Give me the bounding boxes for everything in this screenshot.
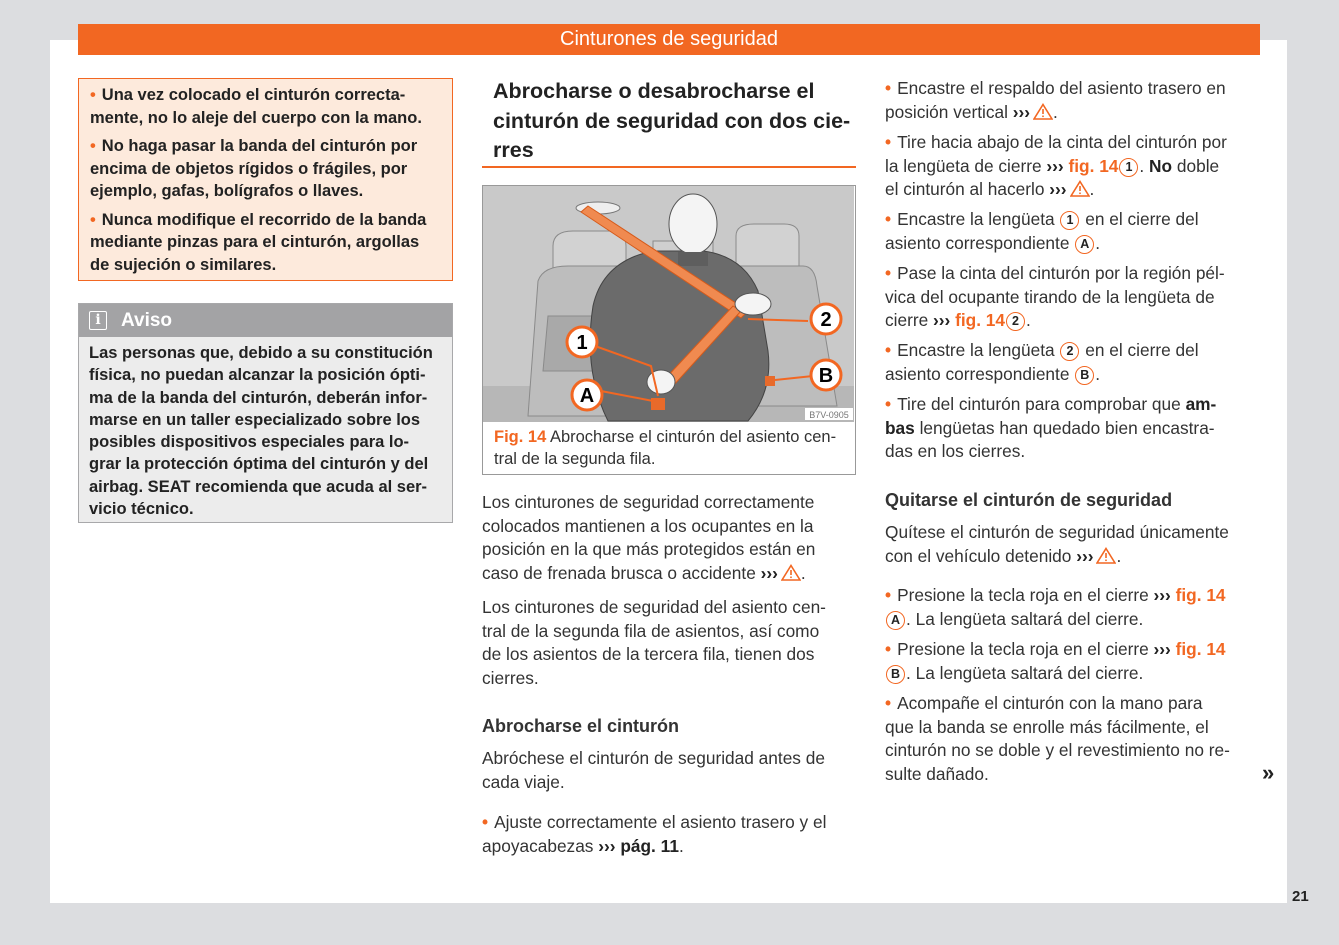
text-line bbox=[885, 584, 1226, 608]
bullet-item bbox=[885, 131, 1227, 202]
text: . bbox=[1139, 155, 1150, 176]
svg-text:1: 1 bbox=[576, 332, 588, 354]
text: rres bbox=[493, 138, 534, 162]
text-line bbox=[482, 771, 825, 795]
text: doble bbox=[1172, 155, 1220, 176]
text-line bbox=[885, 608, 1226, 632]
text-line bbox=[89, 498, 433, 520]
text-line bbox=[482, 562, 815, 586]
text-line bbox=[885, 393, 1216, 417]
paragraph bbox=[482, 747, 825, 794]
callout-1 bbox=[567, 327, 597, 357]
subheading-fasten: Abrocharse el cinturón bbox=[482, 716, 680, 736]
note-text bbox=[89, 342, 433, 520]
figure-14 bbox=[482, 185, 856, 475]
text-line bbox=[885, 309, 1225, 333]
text: Los cinturones de seguridad del asiento cen- bbox=[482, 597, 826, 617]
svg-text:A: A bbox=[579, 385, 595, 407]
bold-text: ››› bbox=[1046, 155, 1069, 176]
text: Presione la tecla roja en el cierre bbox=[897, 585, 1154, 605]
figure-link[interactable]: fig. 14 bbox=[1175, 639, 1226, 659]
warning-triangle-icon bbox=[1096, 547, 1116, 564]
text-line bbox=[885, 417, 1216, 441]
text: grar la protección óptima del cinturón y del bbox=[89, 455, 429, 474]
bullet-icon: • bbox=[90, 210, 96, 229]
subheading-unfasten: Quitarse el cinturón de seguridad bbox=[885, 490, 1173, 510]
text: das en los cierres. bbox=[885, 441, 1026, 461]
text-line bbox=[885, 763, 1230, 787]
text: cierre bbox=[885, 310, 934, 330]
text-line bbox=[885, 716, 1230, 740]
text-line bbox=[89, 431, 433, 453]
text: . La lengüeta saltará del cierre. bbox=[906, 662, 1144, 683]
bullet-item bbox=[482, 811, 826, 858]
figure-code: B7V-0905 bbox=[809, 410, 849, 420]
text-line bbox=[885, 662, 1226, 686]
title-rule bbox=[482, 166, 856, 168]
text-line bbox=[885, 131, 1227, 155]
text-line bbox=[493, 136, 850, 166]
text: Encastre el respaldo del asiento trasero en bbox=[897, 78, 1226, 98]
text-line bbox=[494, 426, 836, 448]
bullet-icon: • bbox=[482, 812, 489, 832]
info-icon: i bbox=[89, 311, 107, 330]
bullet-item bbox=[885, 77, 1226, 124]
bullet-icon: • bbox=[885, 132, 892, 152]
text: encima de objetos rígidos o frágiles, por bbox=[90, 159, 408, 178]
text-line bbox=[89, 476, 433, 498]
callout-b bbox=[811, 360, 841, 390]
text-line bbox=[494, 448, 836, 470]
text: Nunca modifique el recorrido de la banda bbox=[101, 210, 427, 229]
text: física, no puedan alcanzar la posición ópti- bbox=[89, 366, 426, 385]
text: Tire hacia abajo de la cinta del cinturón por bbox=[897, 132, 1227, 152]
text-line bbox=[885, 101, 1226, 125]
text: la lengüeta de cierre bbox=[885, 155, 1047, 176]
bullet-icon: • bbox=[885, 394, 892, 414]
text: marse en un taller especializado sobre los bbox=[89, 410, 421, 429]
bold-text: No bbox=[1149, 155, 1173, 176]
text: No haga pasar la banda del cinturón por bbox=[101, 137, 418, 155]
text-line bbox=[885, 262, 1225, 286]
text: . bbox=[678, 835, 684, 856]
text: de sujeción o similares. bbox=[90, 255, 277, 274]
text: asiento correspondiente bbox=[885, 363, 1075, 384]
svg-text:2: 2 bbox=[820, 309, 832, 331]
warning-triangle-icon bbox=[1070, 180, 1090, 197]
text-line bbox=[885, 545, 1229, 569]
text: Abróchese el cinturón de seguridad antes de bbox=[482, 748, 825, 768]
text-line bbox=[482, 835, 826, 859]
callout-marker: 2 bbox=[1006, 312, 1025, 331]
text: que la banda se enrolle más fácilmente, el bbox=[885, 716, 1209, 737]
callout-marker: A bbox=[1075, 235, 1094, 254]
callout-a bbox=[572, 380, 602, 410]
text: Encastre la lengüeta bbox=[897, 340, 1060, 360]
text-line bbox=[90, 107, 426, 130]
text: Presione la tecla roja en el cierre bbox=[897, 639, 1154, 659]
bold-text: ››› bbox=[1076, 545, 1094, 566]
callout-marker: 1 bbox=[1060, 211, 1079, 230]
text: Las personas que, debido a su constitución bbox=[89, 344, 433, 362]
text: vicio técnico. bbox=[89, 500, 194, 519]
text: cierres. bbox=[482, 667, 539, 688]
text: . bbox=[1116, 545, 1122, 566]
text: Tire del cinturón para comprobar que bbox=[897, 394, 1186, 414]
text: tral de la segunda fila. bbox=[494, 450, 656, 468]
text: con el vehículo detenido bbox=[885, 545, 1077, 566]
bullet-item bbox=[885, 262, 1225, 333]
page-number: 21 bbox=[1292, 888, 1309, 905]
text: posibles dispositivos especiales para lo- bbox=[89, 433, 410, 452]
text-line bbox=[482, 667, 826, 691]
bold-text: ››› bbox=[1012, 101, 1031, 122]
chapter-header: Cinturones de seguridad bbox=[78, 24, 1260, 55]
text-line bbox=[90, 180, 426, 203]
safety-warning-box bbox=[78, 78, 453, 281]
text: ejemplo, gafas, bolígrafos o llaves. bbox=[90, 182, 364, 200]
text-line bbox=[89, 364, 433, 386]
text: sulte dañado. bbox=[885, 763, 989, 784]
seatbelt-illustration bbox=[483, 186, 854, 422]
bold-text: ››› bbox=[1049, 179, 1067, 199]
text-line bbox=[89, 453, 433, 475]
text-line bbox=[482, 620, 826, 644]
text-line bbox=[89, 409, 433, 431]
figure-link[interactable]: fig. 14 bbox=[1068, 155, 1119, 176]
bullet-item bbox=[885, 584, 1226, 631]
text-line bbox=[885, 178, 1227, 202]
bold-text: bas bbox=[885, 417, 915, 438]
svg-text:B: B bbox=[818, 365, 834, 387]
bullet-icon: • bbox=[90, 137, 96, 155]
figure-link[interactable]: fig. 14 bbox=[1175, 585, 1226, 605]
bold-text: ››› bbox=[760, 562, 778, 583]
bullet-item bbox=[885, 339, 1199, 386]
text: mediante pinzas para el cinturón, argollas bbox=[90, 233, 420, 251]
note-title: Aviso bbox=[121, 310, 173, 331]
bullet-icon: • bbox=[885, 209, 892, 229]
text-line bbox=[493, 77, 850, 107]
text-line bbox=[482, 538, 815, 562]
text: . bbox=[1095, 363, 1101, 384]
figure-caption bbox=[494, 426, 836, 470]
text: colocados mantienen a los ocupantes en la bbox=[482, 515, 814, 536]
bullet-item bbox=[885, 692, 1230, 786]
callout-marker: 1 bbox=[1119, 158, 1138, 177]
bullet-item bbox=[885, 208, 1199, 255]
text-line bbox=[885, 339, 1199, 363]
paragraph bbox=[482, 491, 815, 585]
text: . bbox=[800, 562, 806, 583]
note-header bbox=[79, 304, 452, 337]
text: mente, no lo aleje del cuerpo con la mano. bbox=[90, 108, 422, 127]
text: lengüetas han quedado bien encastra- bbox=[914, 417, 1215, 438]
text: vica del ocupante tirando de la lengüeta de bbox=[885, 286, 1215, 307]
bullet-icon: • bbox=[90, 86, 96, 104]
text: . bbox=[1089, 179, 1095, 199]
text: . bbox=[1053, 101, 1058, 122]
text-line bbox=[90, 209, 426, 232]
text-line bbox=[482, 515, 815, 539]
text-line bbox=[482, 596, 826, 620]
note-box bbox=[78, 303, 453, 523]
text: . bbox=[1026, 310, 1031, 330]
text: . La lengüeta saltará del cierre. bbox=[906, 608, 1144, 629]
text: Acompañe el cinturón con la mano para bbox=[897, 693, 1203, 713]
text-line bbox=[885, 440, 1216, 464]
bullet-icon: • bbox=[885, 639, 892, 659]
text-line bbox=[885, 739, 1230, 763]
bullet-item bbox=[885, 638, 1226, 685]
warning-list bbox=[90, 84, 426, 276]
text-line bbox=[885, 286, 1225, 310]
text-line bbox=[885, 77, 1226, 101]
text: Ajuste correctamente el asiento trasero y el bbox=[494, 812, 827, 832]
section-title bbox=[493, 77, 850, 166]
text: cinturón no se doble y el revestimiento no re- bbox=[885, 740, 1230, 760]
text-line bbox=[885, 692, 1230, 716]
callout-marker: A bbox=[886, 611, 905, 630]
warning-triangle-icon bbox=[1033, 103, 1053, 120]
callout-2 bbox=[811, 304, 841, 334]
text: Los cinturones de seguridad correctamente bbox=[482, 492, 815, 512]
text: caso de frenada brusca o accidente bbox=[482, 562, 761, 583]
text-line bbox=[493, 107, 850, 137]
callout-marker: B bbox=[1075, 366, 1094, 385]
text-line bbox=[90, 84, 426, 107]
text-line bbox=[89, 387, 433, 409]
text-line bbox=[482, 747, 825, 771]
text: cada viaje. bbox=[482, 771, 565, 792]
text-line bbox=[90, 135, 426, 158]
bullet-icon: • bbox=[885, 693, 892, 713]
text-line bbox=[482, 811, 826, 835]
text: cinturón de seguridad con dos cie- bbox=[493, 108, 851, 133]
bullet-icon: • bbox=[885, 78, 892, 98]
text: apoyacabezas bbox=[482, 835, 599, 856]
text-line bbox=[885, 521, 1229, 545]
text-line bbox=[885, 155, 1227, 179]
text: asiento correspondiente bbox=[885, 232, 1075, 253]
text-line bbox=[90, 231, 426, 254]
callout-marker: 2 bbox=[1060, 342, 1079, 361]
text-line bbox=[885, 208, 1199, 232]
bullet-icon: • bbox=[885, 263, 892, 283]
text-line bbox=[482, 491, 815, 515]
text: de los asientos de la tercera fila, tienen dos bbox=[482, 644, 815, 664]
bold-text: ››› bbox=[933, 310, 956, 330]
text: airbag. SEAT recomienda que acuda al ser- bbox=[89, 477, 428, 496]
text: tral de la segunda fila de asientos, así como bbox=[482, 620, 820, 641]
text: Una vez colocado el cinturón correcta- bbox=[101, 86, 406, 104]
text: . bbox=[1095, 232, 1101, 253]
text: Quítese el cinturón de seguridad únicamente bbox=[885, 522, 1229, 542]
bullet-icon: • bbox=[885, 340, 892, 360]
text: ma de la banda del cinturón, deberán infor- bbox=[89, 388, 428, 407]
figure-link[interactable]: Fig. 14 bbox=[494, 428, 547, 446]
bold-text: ››› bbox=[1153, 585, 1176, 605]
text: posición vertical bbox=[885, 101, 1013, 122]
bold-text: ››› bbox=[1153, 639, 1176, 659]
text-line bbox=[885, 232, 1199, 256]
figure-link[interactable]: fig. 14 bbox=[955, 310, 1006, 330]
paragraph bbox=[482, 596, 826, 690]
text: el cinturón al hacerlo bbox=[885, 179, 1050, 199]
bullet-icon: • bbox=[885, 585, 892, 605]
text: Encastre la lengüeta bbox=[897, 209, 1060, 229]
text: posición en la que más protegidos están en bbox=[482, 539, 816, 559]
text-line bbox=[90, 254, 426, 277]
paragraph bbox=[885, 521, 1229, 568]
text-line bbox=[885, 363, 1199, 387]
callout-marker: B bbox=[886, 665, 905, 684]
text: en el cierre del bbox=[1080, 209, 1199, 229]
bullet-item bbox=[885, 393, 1216, 464]
text: Abrocharse o desabrocharse el bbox=[493, 79, 815, 103]
bold-text: am- bbox=[1185, 394, 1217, 414]
warning-triangle-icon bbox=[781, 564, 801, 581]
text: en el cierre del bbox=[1080, 340, 1199, 360]
text-line bbox=[89, 342, 433, 364]
text: Abrocharse el cinturón del asiento cen- bbox=[546, 428, 837, 446]
text-line bbox=[885, 638, 1226, 662]
text-line bbox=[482, 643, 826, 667]
text: Pase la cinta del cinturón por la región pél- bbox=[897, 263, 1225, 283]
bold-text: ››› pág. 11 bbox=[598, 835, 679, 856]
continue-marker: » bbox=[1262, 760, 1275, 785]
text-line bbox=[90, 158, 426, 181]
